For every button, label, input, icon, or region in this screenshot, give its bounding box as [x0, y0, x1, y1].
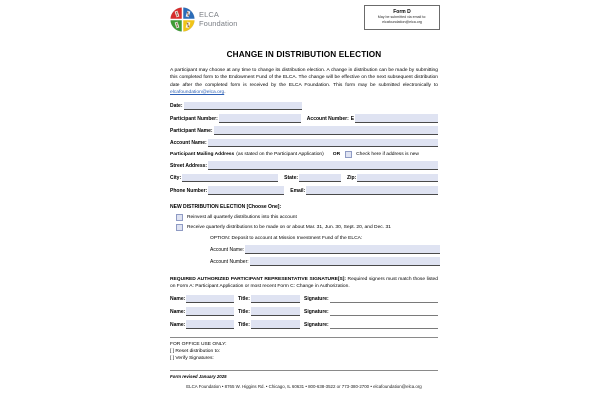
signature-2-signature-label: Signature:	[304, 308, 329, 315]
date-input[interactable]	[184, 102, 302, 111]
signature-3-signature-label: Signature:	[304, 321, 329, 328]
signature-row-2	[168, 307, 440, 316]
signature-1-signature-label: Signature:	[304, 296, 329, 303]
phone-email-row	[170, 186, 438, 195]
reinvest-option-label: Reinvest all quarterly distributions into this account	[187, 214, 297, 220]
signature-row-1	[168, 294, 440, 303]
election-section-heading: NEW DISTRIBUTION ELECTION [Choose One]:	[170, 203, 282, 210]
date-label: Date:	[170, 103, 183, 110]
election-option-receive[interactable]	[168, 224, 440, 231]
signatures-heading-bold: REQUIRED AUTHORIZED PARTICIPANT REPRESENTATIVE SIGNATURE[S]:	[170, 276, 347, 282]
intro-email-link[interactable]: elcafoundation@elca.org	[170, 89, 225, 95]
signature-1-title-label: Title:	[238, 296, 250, 303]
form-sheet	[168, 0, 440, 400]
form-revised-note: Form revised January 2025	[170, 374, 227, 380]
city-label: City:	[170, 175, 182, 182]
signature-2-title-input[interactable]	[251, 307, 300, 316]
participant-name-row	[170, 126, 438, 135]
signature-2-signature-input[interactable]	[330, 307, 438, 316]
participant-fields	[168, 101, 440, 194]
or-separator: OR	[332, 151, 341, 157]
street-address-label: Street Address:	[170, 162, 208, 169]
intro-text-after-link: .	[224, 89, 226, 95]
participant-name-input[interactable]	[214, 126, 438, 135]
brand-line-2: Foundation	[199, 18, 238, 28]
form-header	[168, 0, 440, 38]
signature-3-title-input[interactable]	[251, 320, 300, 329]
office-divider-bottom	[170, 370, 438, 371]
new-address-checkbox[interactable]	[345, 151, 352, 158]
state-input[interactable]	[299, 174, 341, 183]
account-number-label: Account Number:	[306, 115, 349, 122]
page-title: CHANGE IN DISTRIBUTION ELECTION	[226, 50, 382, 59]
office-divider-top	[170, 337, 438, 338]
street-address-input[interactable]	[208, 161, 438, 170]
email-label: Email:	[290, 187, 306, 194]
phone-label: Phone Number:	[170, 187, 208, 194]
account-name-row	[170, 138, 438, 147]
signature-1-name-label: Name:	[170, 296, 186, 303]
office-use-heading: FOR OFFICE USE ONLY:	[170, 341, 227, 347]
mailing-address-row	[170, 151, 438, 158]
mif-account-number-input[interactable]	[250, 257, 440, 266]
account-number-input[interactable]	[355, 114, 438, 123]
account-name-label: Account Name:	[170, 140, 207, 147]
signature-2-title-label: Title:	[238, 308, 250, 315]
receive-option-label: Receive quarterly distributions to be made on or about Mar. 31, Jun. 30, Sept. 20, and Dec. 31	[187, 225, 391, 231]
signature-2-name-input[interactable]	[186, 307, 234, 316]
signature-3-name-input[interactable]	[186, 320, 234, 329]
receive-checkbox[interactable]	[176, 224, 183, 231]
office-use-block	[168, 341, 440, 363]
signature-3-name-label: Name:	[170, 321, 186, 328]
office-reset-distribution-line[interactable]: [ ] Reset distribution to:	[170, 348, 221, 354]
mif-option-note: OPTION: Deposit to account at Mission Investment Fund of the ELCA:	[210, 235, 363, 241]
mif-account-name-row	[168, 245, 440, 254]
mif-account-name-input[interactable]	[245, 245, 440, 254]
signature-1-signature-input[interactable]	[330, 295, 438, 304]
participant-name-label: Participant Name:	[170, 127, 213, 134]
date-row	[170, 101, 438, 110]
zip-input[interactable]	[357, 174, 438, 183]
participant-number-label: Participant Number:	[170, 115, 218, 122]
reinvest-checkbox[interactable]	[176, 214, 183, 221]
page-footer: ELCA Foundation • 8765 W. Higgins Rd. • Chicago, IL 60631 • 800-638-3522 or 773-380-2700 • elcafoundation@elca.org	[186, 384, 422, 389]
signature-2-name-label: Name:	[170, 308, 186, 315]
brand-line-1: ELCA	[199, 9, 219, 19]
mailing-address-note: (as stated on the Participant Application)	[236, 151, 324, 157]
account-name-input[interactable]	[208, 139, 438, 148]
city-state-zip-row	[170, 173, 438, 182]
participant-number-input[interactable]	[219, 114, 301, 123]
signature-1-name-input[interactable]	[186, 295, 234, 304]
signatures-section-heading	[168, 276, 440, 291]
city-input[interactable]	[182, 174, 278, 183]
mif-account-number-row	[168, 257, 440, 266]
mailing-address-label: Participant Mailing Address	[170, 151, 235, 157]
phone-input[interactable]	[208, 186, 284, 195]
form-id-email: elcafoundation@elca.org	[382, 20, 422, 24]
signature-row-3	[168, 320, 440, 329]
account-number-prefix: E	[350, 115, 355, 122]
brand-logo	[170, 7, 238, 32]
participant-number-row	[170, 114, 438, 123]
mif-account-number-label: Account Number:	[210, 258, 249, 265]
intro-paragraph	[168, 67, 440, 96]
form-id-title: Form D	[393, 9, 411, 15]
signatures-heading-rest: Required signers must match those listed on Form A: Participant Application or most recent Form C: Change in Authorization.	[170, 276, 438, 290]
zip-label: Zip:	[347, 175, 357, 182]
new-address-check-label: Check here if address is new	[356, 151, 419, 157]
intro-text-before-link: A participant may choose at any time to change its distribution election. A change in distribution can be made by submitting this completed form to the Endowment Fund of the ELCA. The change will be effective on the next subsequent distribution date after the completed form is received by the ELCA Foundation. This form may be submitted electronically to	[170, 68, 438, 88]
state-label: State:	[284, 175, 299, 182]
office-verify-signatures-line[interactable]: [ ] Verify Signatures:	[170, 355, 214, 361]
street-address-row	[170, 161, 438, 170]
email-input[interactable]	[306, 186, 438, 195]
election-option-reinvest[interactable]	[168, 214, 440, 221]
signature-3-signature-input[interactable]	[330, 320, 438, 329]
elca-cross-circle-icon	[170, 7, 195, 32]
brand-wordmark	[199, 11, 238, 28]
signature-1-title-input[interactable]	[251, 295, 300, 304]
form-id-subtitle: May be submitted via email to:	[377, 15, 427, 19]
mif-account-name-label: Account Name:	[210, 246, 245, 253]
form-id-box	[364, 5, 440, 30]
signature-3-title-label: Title:	[238, 321, 250, 328]
